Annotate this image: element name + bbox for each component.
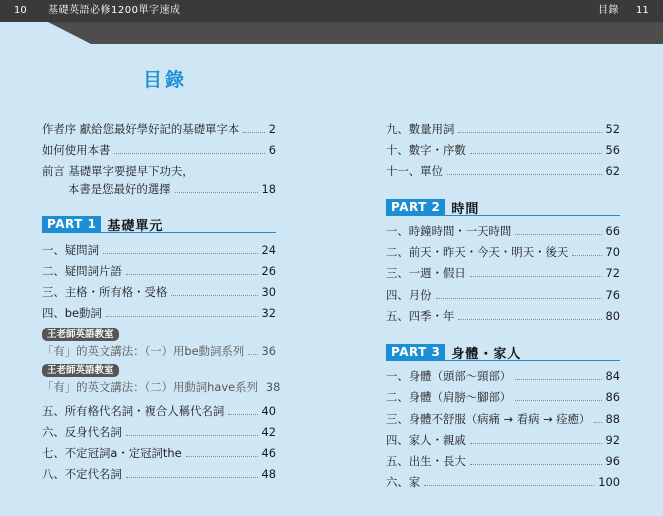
toc-heading: 目錄 [143, 69, 188, 91]
part1-title: 基礎單元 [107, 219, 164, 234]
toc-entry[interactable]: 二、前天・昨天・今天・明天・後天 70 [386, 245, 620, 259]
part1-tag: PART 1 [42, 216, 101, 233]
toc-entry[interactable]: 九、數量用詞 52 [386, 122, 620, 136]
toc-entry[interactable]: 十一、單位 62 [386, 164, 620, 178]
toc-entry[interactable]: 四、家人・親戚 92 [386, 433, 620, 447]
part2-tag: PART 2 [386, 199, 445, 216]
toc-entry[interactable]: 一、疑問詞 24 [42, 243, 276, 257]
toc-entry-foreword[interactable]: 前言 基礎單字要提早下功夫， [42, 164, 194, 178]
toc-entry[interactable]: 三、身體不舒服（病痛 → 看病 → 痊癒） 88 [386, 412, 620, 426]
toc-entry[interactable]: 三、主格・所有格・受格 30 [42, 285, 276, 299]
toc-entry[interactable]: 一、身體（頭部～頸部） 84 [386, 369, 620, 383]
toc-entry[interactable]: 十、數字・序數 56 [386, 143, 620, 157]
toc-entry-foreword-cont[interactable]: 本書是您最好的選擇 18 [68, 182, 276, 196]
part3-underline [386, 360, 620, 361]
classroom-badge: 王老師英語教室 [42, 328, 119, 341]
toc-entry[interactable]: 一、時鐘時間・一天時間 66 [386, 224, 620, 238]
toc-entry-classroom[interactable]: 「有」的英文講法：（一）用be動詞系列 36 [42, 344, 276, 358]
header-tab-shape [48, 22, 663, 44]
part2-underline [386, 215, 620, 216]
toc-entry[interactable]: 六、反身代名詞 42 [42, 425, 276, 439]
part3-tag: PART 3 [386, 344, 445, 361]
toc-entry[interactable]: 八、不定代名詞 48 [42, 467, 276, 481]
toc-entry[interactable]: 七、不定冠詞a・定冠詞the 46 [42, 446, 276, 460]
toc-entry[interactable]: 五、四季・年 80 [386, 309, 620, 323]
toc-entry[interactable]: 三、一週・假日 72 [386, 266, 620, 280]
part1-underline [42, 232, 276, 233]
toc-entry[interactable]: 二、疑問詞片語 26 [42, 264, 276, 278]
book-title: 基礎英語必修1200單字速成 [48, 5, 181, 16]
section-title: 目錄 [598, 5, 619, 16]
left-page-number: 10 [14, 5, 27, 16]
part2-title: 時間 [451, 202, 480, 217]
toc-entry[interactable]: 二、身體（肩膀～腳部） 86 [386, 390, 620, 404]
right-page-number: 11 [636, 5, 649, 16]
classroom-badge: 王老師英語教室 [42, 364, 119, 377]
toc-entry-classroom[interactable]: 「有」的英文講法：（二）用動詞have系列 38 [42, 380, 281, 394]
toc-entry-how-to-use[interactable]: 如何使用本書 6 [42, 143, 276, 157]
toc-entry[interactable]: 六、家 100 [386, 475, 620, 489]
toc-entry[interactable]: 四、be動詞 32 [42, 306, 276, 320]
toc-entry[interactable]: 五、出生・長大 96 [386, 454, 620, 468]
toc-entry[interactable]: 四、月份 76 [386, 288, 620, 302]
part3-title: 身體・家人 [451, 347, 522, 362]
toc-entry-preface[interactable]: 作者序 獻給您最好學好記的基礎單字本 2 [42, 122, 276, 136]
toc-entry[interactable]: 五、所有格代名詞・複合人稱代名詞 40 [42, 404, 276, 418]
